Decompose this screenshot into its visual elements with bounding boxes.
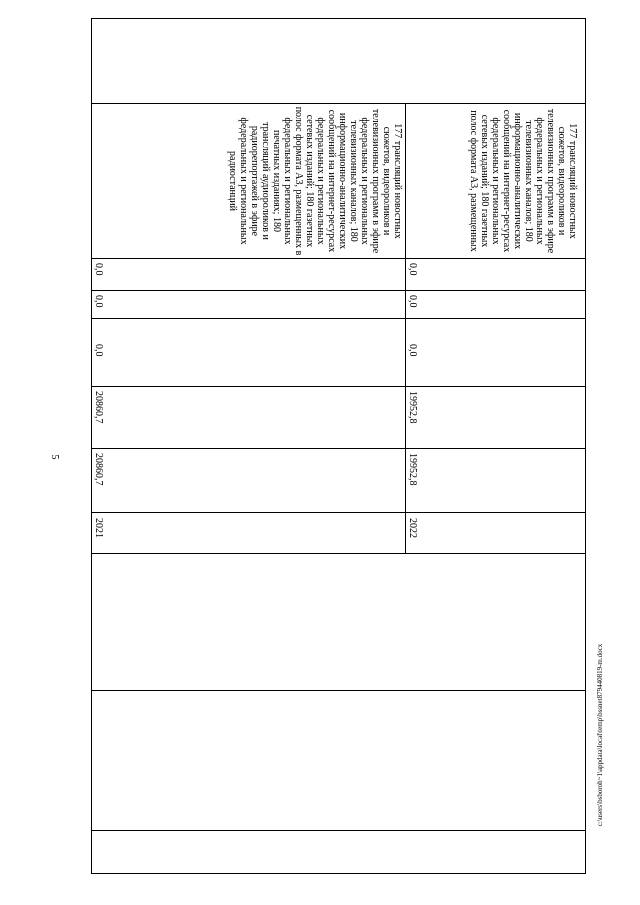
table-border-right (585, 18, 586, 873)
row-2021-col-a: 0,0 (93, 344, 104, 357)
table-border-top (91, 18, 586, 19)
row-2021-year: 2021 (93, 518, 104, 538)
page-number: 5 (49, 454, 60, 460)
row-2022-col-c: 0,0 (407, 263, 418, 276)
row-2022-col-b: 0,0 (407, 295, 418, 308)
table-rule (91, 258, 586, 259)
table-border-bottom (91, 873, 586, 874)
table-rule (91, 386, 586, 387)
table-rule (91, 103, 586, 104)
row-2022-year: 2022 (407, 518, 418, 538)
row-2022-total: 19952,8 (407, 453, 418, 486)
table-rule (91, 690, 586, 691)
table-rule (91, 318, 586, 319)
row-2021-col-c: 0,0 (93, 263, 104, 276)
table-rule (91, 830, 586, 831)
row-2021-total: 20860,7 (93, 453, 104, 486)
row-2021-col-b: 0,0 (93, 295, 104, 308)
table-rule (91, 290, 586, 291)
table-rule (91, 512, 586, 513)
row-2022-budget: 19952,8 (407, 391, 418, 424)
table-rule (91, 448, 586, 449)
row-2022-description: 177 трансляций новостных сюжетов, видеороликов и телевизионных программ в эфире федеральных и региональных телевизионных каналов; 180 информационно-аналитических сообщений на интернет-ресурсах федеральных и региональных сетевых изданий; 180 газетных полос формата А3, размещенных (468, 108, 578, 254)
row-2021-budget: 20860,7 (93, 391, 104, 424)
row-2022-col-a: 0,0 (407, 344, 418, 357)
table-rule (91, 553, 586, 554)
footer-file-path: c:\users\bsboroh~1\appdata\local\temp\bssnet879440819-m.docx (596, 643, 604, 827)
row-divider (405, 103, 406, 553)
table-border-left (91, 18, 92, 873)
row-2021-description: 177 трансляций новостных сюжетов, видеороликов и телевизионных программ в эфире федеральных и региональных телевизионных каналов; 180 информационно-аналитических сообщений на интернет-ресурсах федеральных и региональных сетевых изданий; 180 газетных полос формата А3, размещенных в федеральных и региональных печатных изданиях; 180 трансляций аудиороликов и радиорепортажей в эфире федеральных и региональных радиостанций (227, 106, 403, 256)
